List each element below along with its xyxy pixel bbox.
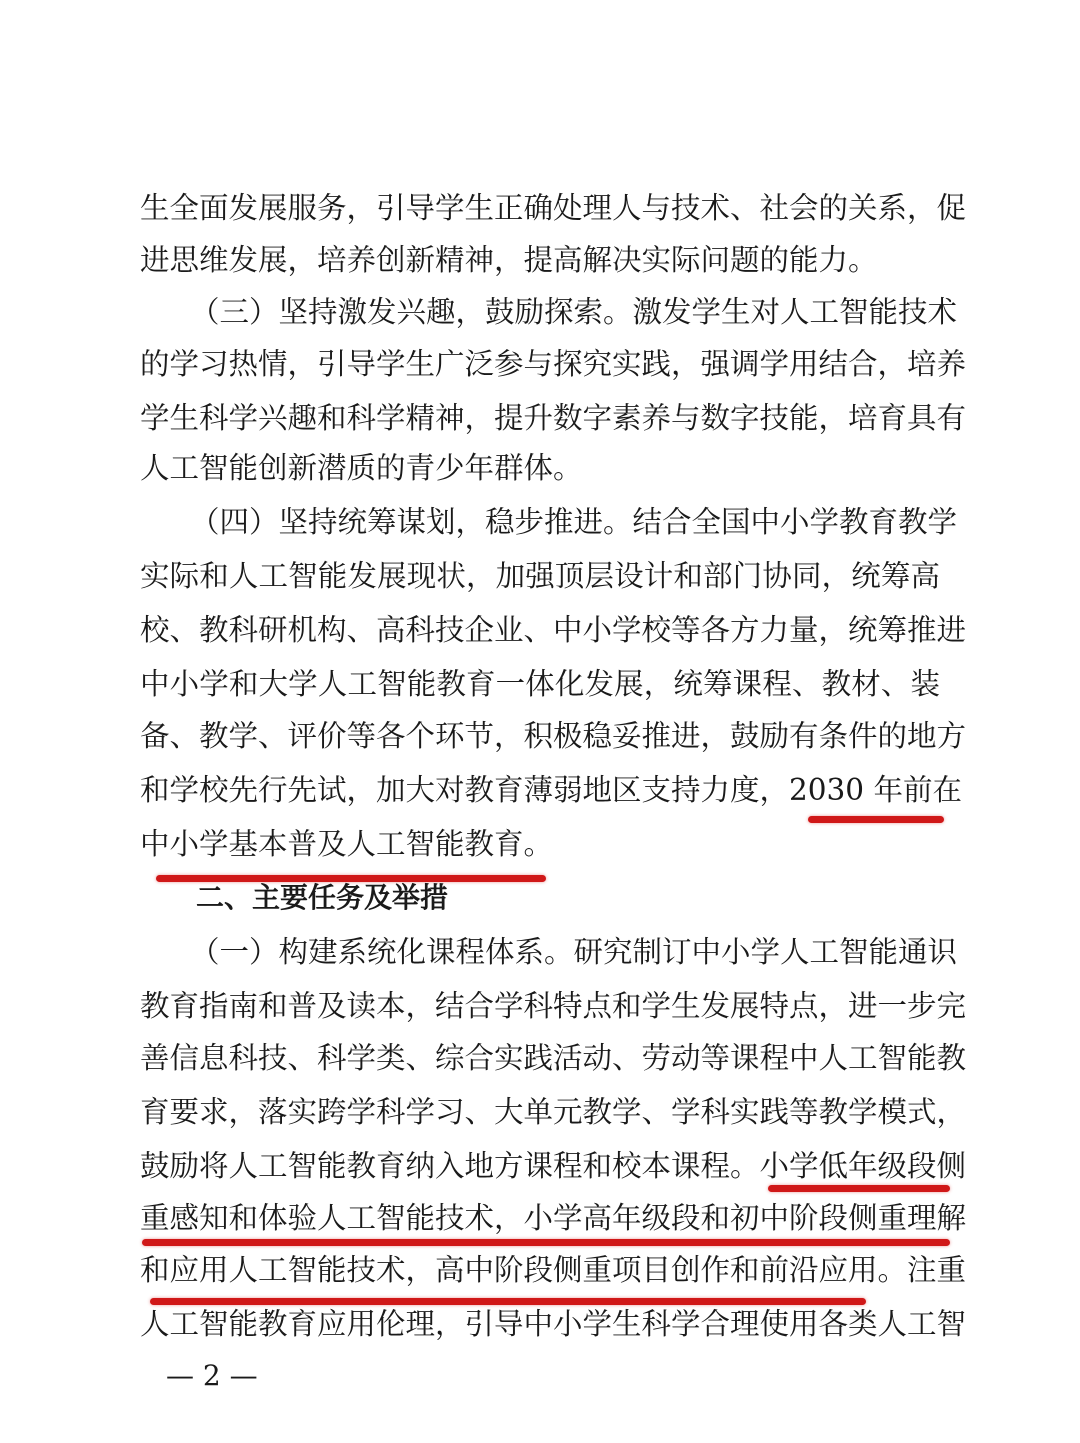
paragraph-line: 实际和人工智能发展现状，加强顶层设计和部门协同，统筹高 xyxy=(140,559,940,593)
paragraph-line: 校、教科研机构、高科技企业、中小学校等各方力量，统筹推进 xyxy=(140,613,967,647)
red-underline-highlight xyxy=(768,1185,950,1192)
paragraph-line: 中小学基本普及人工智能教育。 xyxy=(140,827,554,861)
paragraph-line: 备、教学、评价等各个环节，积极稳妥推进，鼓励有条件的地方 xyxy=(140,719,967,753)
subsection-one-title-line: （一）构建系统化课程体系。研究制订中小学人工智能通识 xyxy=(190,935,958,969)
paragraph-line: 善信息科技、科学类、综合实践活动、劳动等课程中人工智能教 xyxy=(140,1041,967,1075)
red-underline-highlight xyxy=(142,1239,950,1246)
section-four-title-line: （四）坚持统筹谋划，稳步推进。结合全国中小学教育教学 xyxy=(190,505,958,539)
section-heading: 二、主要任务及举措 xyxy=(196,881,449,914)
red-underline-highlight xyxy=(808,816,944,823)
paragraph-line: 教育指南和普及读本，结合学科特点和学生发展特点，进一步完 xyxy=(140,989,967,1023)
paragraph-line: 育要求，落实跨学科学习、大单元教学、学科实践等教学模式， xyxy=(140,1095,967,1129)
paragraph-line: 人工智能教育应用伦理，引导中小学生科学合理使用各类人工智 xyxy=(140,1307,967,1341)
paragraph-line: 中小学和大学人工智能教育一体化发展，统筹课程、教材、装 xyxy=(140,667,940,701)
paragraph-line: 鼓励将人工智能教育纳入地方课程和校本课程。小学低年级段侧 xyxy=(140,1149,967,1183)
paragraph-line: 的学习热情，引导学生广泛参与探究实践，强调学用结合，培养 xyxy=(140,347,967,381)
paragraph-line: 学生科学兴趣和科学精神，提升数字素养与数字技能，培育具有 xyxy=(140,401,967,435)
section-three-title-line: （三）坚持激发兴趣，鼓励探索。激发学生对人工智能技术 xyxy=(190,295,958,329)
paragraph-line: 和学校先行先试，加大对教育薄弱地区支持力度，2030 年前在 xyxy=(140,773,962,807)
paragraph-line: 人工智能创新潜质的青少年群体。 xyxy=(140,451,583,485)
paragraph-line: 进思维发展，培养创新精神，提高解决实际问题的能力。 xyxy=(140,243,878,277)
paragraph-line: 重感知和体验人工智能技术，小学高年级段和初中阶段侧重理解 xyxy=(140,1201,967,1235)
page-number: — 2 — xyxy=(166,1359,258,1392)
paragraph-line: 生全面发展服务，引导学生正确处理人与技术、社会的关系，促 xyxy=(140,191,967,225)
paragraph-line: 和应用人工智能技术，高中阶段侧重项目创作和前沿应用。注重 xyxy=(140,1253,967,1287)
